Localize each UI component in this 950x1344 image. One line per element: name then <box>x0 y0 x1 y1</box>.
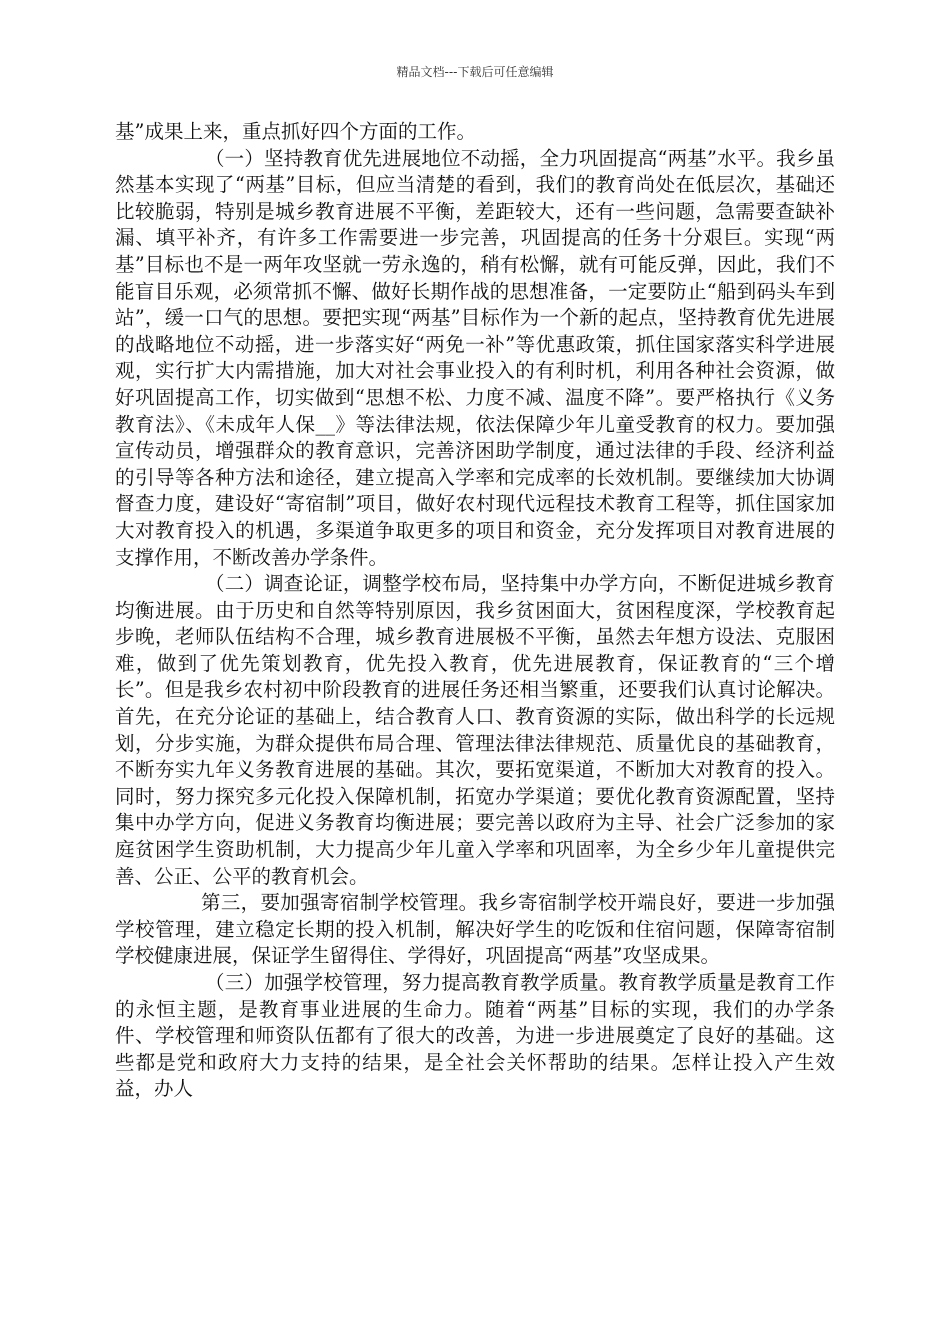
page-header: 精品文档---下载后可任意编辑 <box>396 65 554 79</box>
paragraph-continuation: 基”成果上来，重点抓好四个方面的工作。 <box>115 120 476 143</box>
document-body <box>115 119 835 1103</box>
paragraph-section-one: （一）坚持教育优先进展地位不动摇，全力巩固提高“两基”水平。我乡虽然基本实现了“两基”目标，但应当清楚的看到，我们的教育尚处在低层次，基础还比较脆弱，特别是城乡教育进展不平衡，差距较大，还有一些问题，急需要查缺补漏、填平补齐，有许多工作需要进一步完善，巩固提高的任务十分艰巨。实现“两基”目标也不是一两年攻坚就一劳永逸的，稍有松懈，就有可能反弹，因此，我们不能盲目乐观，必须常抓不懈、做好长期作战的思想准备，一定要防止“船到码头车到站”，缓一口气的思想。要把实现“两基”目标作为一个新的起点，坚持教育优先进展的战略地位不动摇，进一步落实好“两免一补”等优惠政策，抓住国家落实科学进展观，实行扩大内需措施，加大对社会事业投入的有利时机，利用各种社会资源，做好巩固提高工作，切实做到“思想不松、力度不减、温度不降”。要严格执行《义务教育法》、《未成年人保__》等法律法规，依法保障少年儿童受教育的权力。要加强宣传动员，增强群众的教育意识，完善济困助学制度，通过法律的手段、经济利益的引导等各种方法和途径，建立提高入学率和完成率的长效机制。要继续加大协调督查力度，建设好“寄宿制”项目，做好农村现代远程技术教育工程等，抓住国家加大对教育投入的机遇，多渠道争取更多的项目和资金，充分发挥项目对教育进展的支撑作用，不断改善办学条件。 <box>115 146 835 569</box>
paragraph-third-point: 第三，要加强寄宿制学校管理。我乡寄宿制学校开端良好，要进一步加强学校管理，建立稳定长期的投入机制，解决好学生的吃饭和住宿问题，保障寄宿制学校健康进展，保证学生留得住、学得好，巩固提高“两基”攻坚成果。 <box>115 891 835 968</box>
paragraph-section-three: （三）加强学校管理，努力提高教育教学质量。教育教学质量是教育工作的永恒主题，是教育事业进展的生命力。随着“两基”目标的实现，我们的办学条件、学校管理和师资队伍都有了很大的改善，为进一步进展奠定了良好的基础。这些都是党和政府大力支持的结果，是全社会关怀帮助的结果。怎样让投入产生效益，办人 <box>115 971 835 1101</box>
paragraph-section-two: （二）调查论证，调整学校布局，坚持集中办学方向，不断促进城乡教育均衡进展。由于历史和自然等特别原因，我乡贫困面大，贫困程度深，学校教育起步晚，老师队伍结构不合理，城乡教育进展极不平衡，虽然去年想方设法、克服困难，做到了优先策划教育，优先投入教育，优先进展教育，保证教育的“三个增长”。但是我乡农村初中阶段教育的进展任务还相当繁重，还要我们认真讨论解决。首先，在充分论证的基础上，结合教育人口、教育资源的实际，做出科学的长远规划，分步实施，为群众提供布局合理、管理法律法律规范、质量优良的基础教育，不断夯实九年义务教育进展的基础。其次，要拓宽渠道，不断加大对教育的投入。同时，努力探究多元化投入保障机制，拓宽办学渠道；要优化教育资源配置，坚持集中办学方向，促进义务教育均衡进展；要完善以政府为主导、社会广泛参加的家庭贫困学生资助机制，大力提高少年儿童入学率和巩固率，为全乡少年儿童提供完善、公正、公平的教育机会。 <box>115 572 835 888</box>
